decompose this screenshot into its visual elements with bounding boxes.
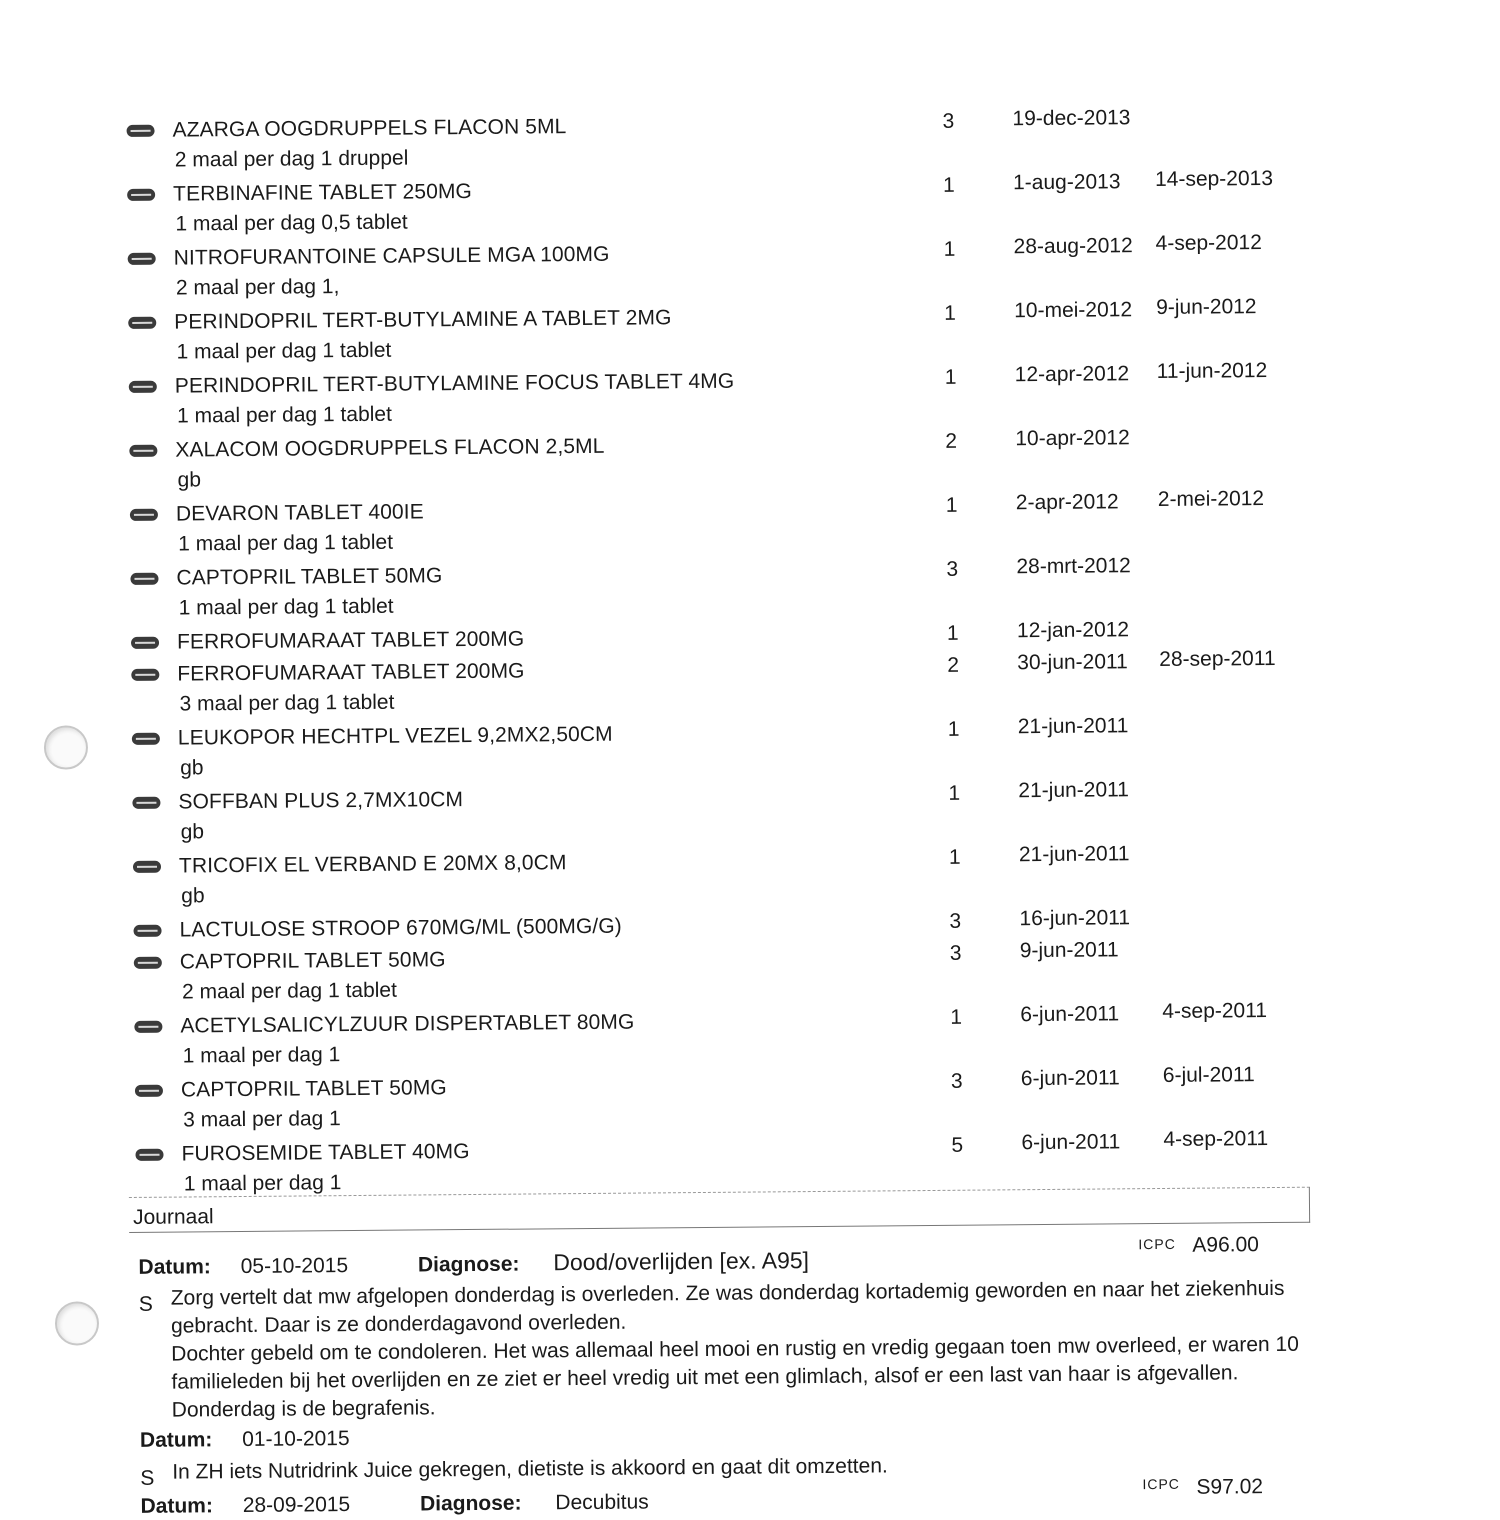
medication-start-date: 1-aug-2013 bbox=[1012, 170, 1121, 195]
pill-icon bbox=[132, 797, 160, 809]
medication-quantity: 1 bbox=[947, 717, 960, 741]
medication-name: FUROSEMIDE TABLET 40MG bbox=[181, 1140, 470, 1166]
s-note-para: Zorg vertelt dat mw afgelopen donderdag is overleden. Ze was donderdag kortademig geworden en naar het ziekenhuis gebracht. Daar is ze donderdagavond overleden. Dochter gebeld om te condoleren. Het was allemaal heel mooi en rustig en vredig gegaan toen mw overleed, er waren 10 familieleden bij het overlijden en ze ziet er heel vredig uit met een glimlach, alsof er een last van haar is afgevallen. Donderdag is de begrafenis. bbox=[170, 1276, 1299, 1422]
medication-entry bbox=[127, 423, 1328, 497]
s-label: S bbox=[138, 1292, 153, 1316]
diagnose-value: Dood/overlijden [ex. A95] bbox=[553, 1247, 810, 1276]
medication-start-date: 21-jun-2011 bbox=[1018, 778, 1129, 803]
entry-header bbox=[140, 1427, 350, 1453]
medication-quantity: 1 bbox=[948, 845, 961, 869]
s-note-text bbox=[171, 1275, 1312, 1425]
medication-dosage: 1 maal per dag 1 bbox=[182, 1043, 341, 1068]
medication-list bbox=[124, 103, 1333, 1201]
medication-name: PERINDOPRIL TERT-BUTYLAMINE A TABLET 2MG bbox=[174, 306, 672, 334]
medication-start-date: 10-apr-2012 bbox=[1015, 426, 1130, 451]
medication-name: LEUKOPOR HECHTPL VEZEL 9,2MX2,50CM bbox=[177, 722, 613, 750]
medication-dosage: gb bbox=[180, 820, 205, 844]
medication-name: TERBINAFINE TABLET 250MG bbox=[173, 179, 473, 206]
medication-quantity: 3 bbox=[949, 909, 962, 933]
pill-icon bbox=[129, 381, 157, 393]
medication-start-date: 12-apr-2012 bbox=[1014, 362, 1130, 387]
s-note-text bbox=[172, 1449, 1312, 1487]
icpc-label: ICPC bbox=[1138, 1235, 1176, 1253]
medication-start-date: 2-apr-2012 bbox=[1015, 490, 1119, 515]
medication-end-date: 4-sep-2011 bbox=[1163, 1127, 1269, 1151]
medication-quantity: 3 bbox=[950, 1069, 963, 1093]
medication-end-date: 2-mei-2012 bbox=[1157, 487, 1265, 511]
pill-icon bbox=[131, 637, 159, 649]
medication-name: LACTULOSE STROOP 670MG/ML (500MG/G) bbox=[179, 914, 622, 942]
medication-start-date: 12-jan-2012 bbox=[1016, 618, 1130, 643]
medication-end-date: 11-jun-2012 bbox=[1156, 359, 1268, 383]
pill-icon bbox=[129, 445, 157, 457]
medication-entry bbox=[128, 487, 1329, 561]
medication-entry bbox=[132, 934, 1333, 1008]
medication-start-date: 28-aug-2012 bbox=[1013, 234, 1133, 259]
medication-quantity: 1 bbox=[950, 1005, 963, 1029]
medication-entry bbox=[130, 775, 1331, 849]
medication-name: XALACOM OOGDRUPPELS FLACON 2,5ML bbox=[175, 434, 605, 462]
medication-entry bbox=[133, 1062, 1334, 1136]
medication-name: SOFFBAN PLUS 2,7MX10CM bbox=[178, 788, 464, 814]
medication-dosage: gb bbox=[181, 884, 205, 908]
punch-hole-bottom bbox=[55, 1301, 99, 1345]
pill-icon bbox=[134, 925, 162, 937]
s-label: S bbox=[140, 1466, 155, 1490]
medication-dosage: 1 maal per dag 1 tablet bbox=[176, 338, 392, 364]
pill-icon bbox=[135, 1085, 163, 1097]
medication-dosage: 1 maal per dag 1 tablet bbox=[176, 402, 392, 428]
medication-name: DEVARON TABLET 400IE bbox=[175, 500, 424, 526]
medication-name: PERINDOPRIL TERT-BUTYLAMINE FOCUS TABLET 4MG bbox=[174, 369, 735, 398]
medication-start-date: 21-jun-2011 bbox=[1017, 714, 1129, 739]
medication-start-date: 6-jun-2011 bbox=[1021, 1130, 1121, 1155]
medication-quantity: 2 bbox=[945, 429, 958, 453]
medication-end-date: 14-sep-2013 bbox=[1154, 166, 1274, 192]
medication-dosage: 1 maal per dag 0,5 tablet bbox=[175, 210, 408, 236]
medication-entry bbox=[132, 998, 1333, 1072]
medication-name: FERROFUMARAAT TABLET 200MG bbox=[177, 659, 525, 686]
medication-name: CAPTOPRIL TABLET 50MG bbox=[180, 1076, 447, 1102]
pill-icon bbox=[131, 669, 159, 681]
entry-header bbox=[140, 1490, 648, 1518]
s-note-para: In ZH iets Nutridrink Juice gekregen, dietiste is akkoord en gaat dit omzetten. bbox=[172, 1454, 888, 1484]
medication-name: CAPTOPRIL TABLET 50MG bbox=[176, 564, 443, 590]
medication-entry bbox=[131, 838, 1332, 912]
pill-icon bbox=[134, 1021, 162, 1033]
medication-quantity: 3 bbox=[942, 109, 955, 133]
pill-icon bbox=[127, 189, 155, 201]
medication-dosage: 1 maal per dag 1 bbox=[183, 1171, 342, 1196]
medication-dosage: 2 maal per dag 1 druppel bbox=[174, 146, 409, 172]
datum-label: Datum: bbox=[139, 1428, 213, 1452]
pill-icon bbox=[127, 125, 155, 137]
medication-dosage: gb bbox=[180, 756, 204, 780]
medication-quantity: 2 bbox=[947, 653, 960, 677]
datum-value: 01-10-2015 bbox=[242, 1427, 350, 1452]
medication-entry bbox=[125, 167, 1326, 241]
medication-quantity: 1 bbox=[948, 781, 961, 805]
pill-icon bbox=[133, 861, 161, 873]
medication-start-date: 30-jun-2011 bbox=[1017, 650, 1128, 675]
pill-icon bbox=[134, 957, 162, 969]
medication-dosage: 2 maal per dag 1 tablet bbox=[181, 978, 397, 1004]
pill-icon bbox=[132, 733, 160, 745]
diagnose-label: Diagnose: bbox=[419, 1491, 522, 1516]
medication-dosage: 1 maal per dag 1 tablet bbox=[178, 530, 394, 556]
punch-hole-top bbox=[44, 725, 88, 769]
medication-name: CAPTOPRIL TABLET 50MG bbox=[179, 948, 446, 974]
medication-entry bbox=[127, 359, 1328, 433]
icpc-code: A96.00 bbox=[1192, 1233, 1260, 1257]
medication-quantity: 1 bbox=[943, 237, 956, 261]
medication-entry bbox=[128, 551, 1329, 625]
datum-value: 05-10-2015 bbox=[240, 1254, 349, 1279]
medication-name: FERROFUMARAAT TABLET 200MG bbox=[176, 627, 525, 654]
medication-start-date: 6-jun-2011 bbox=[1020, 1066, 1120, 1091]
medication-start-date: 16-jun-2011 bbox=[1019, 906, 1131, 931]
medication-end-date: 4-sep-2012 bbox=[1155, 231, 1262, 256]
medication-end-date: 6-jul-2011 bbox=[1162, 1063, 1255, 1087]
medication-quantity: 5 bbox=[951, 1133, 964, 1157]
medication-quantity: 1 bbox=[944, 365, 957, 389]
medication-quantity: 1 bbox=[942, 173, 955, 197]
medication-start-date: 6-jun-2011 bbox=[1020, 1002, 1120, 1027]
medication-dosage: 1 maal per dag 1 tablet bbox=[178, 594, 394, 620]
icpc-code: S97.02 bbox=[1196, 1475, 1264, 1499]
medication-start-date: 9-jun-2011 bbox=[1019, 938, 1119, 963]
medication-start-date: 10-mei-2012 bbox=[1014, 298, 1133, 323]
medication-end-date: 9-jun-2012 bbox=[1156, 295, 1257, 320]
pill-icon bbox=[128, 253, 156, 265]
pill-icon bbox=[130, 573, 158, 585]
datum-label: Datum: bbox=[138, 1255, 211, 1279]
medication-entry bbox=[126, 295, 1327, 369]
medication-entry bbox=[129, 647, 1330, 721]
medication-name: NITROFURANTOINE CAPSULE MGA 100MG bbox=[173, 242, 610, 270]
medication-quantity: 1 bbox=[944, 301, 956, 325]
journal-title: Journaal bbox=[132, 1205, 214, 1229]
diagnose-label: Diagnose: bbox=[417, 1252, 520, 1277]
pill-icon bbox=[128, 317, 156, 329]
medication-quantity: 3 bbox=[946, 557, 959, 581]
medication-entry bbox=[124, 103, 1325, 177]
datum-value: 28-09-2015 bbox=[242, 1493, 351, 1518]
medication-start-date: 19-dec-2013 bbox=[1012, 106, 1131, 131]
medication-quantity: 1 bbox=[946, 621, 959, 645]
medication-entry bbox=[130, 711, 1331, 785]
pill-icon bbox=[135, 1149, 163, 1161]
medication-end-date: 4-sep-2011 bbox=[1162, 999, 1268, 1023]
medication-dosage: 2 maal per dag 1, bbox=[175, 275, 340, 300]
medication-dosage: 3 maal per dag 1 tablet bbox=[179, 690, 395, 716]
medication-quantity: 1 bbox=[945, 493, 958, 517]
medication-dosage: 3 maal per dag 1 bbox=[183, 1107, 341, 1132]
medication-end-date: 28-sep-2011 bbox=[1159, 646, 1276, 671]
datum-label: Datum: bbox=[140, 1494, 214, 1518]
medication-entry bbox=[126, 231, 1327, 305]
medication-name: TRICOFIX EL VERBAND E 20MX 8,0CM bbox=[178, 851, 567, 878]
medication-name: AZARGA OOGDRUPPELS FLACON 5ML bbox=[172, 115, 567, 142]
icpc-label: ICPC bbox=[1142, 1475, 1180, 1493]
medication-start-date: 28-mrt-2012 bbox=[1016, 554, 1131, 579]
medication-dosage: gb bbox=[177, 468, 202, 492]
entry-header bbox=[138, 1247, 809, 1280]
medication-quantity: 3 bbox=[949, 941, 962, 965]
medication-name: ACETYLSALICYLZUUR DISPERTABLET 80MG bbox=[180, 1010, 635, 1038]
medication-start-date: 21-jun-2011 bbox=[1018, 842, 1130, 867]
diagnose-value: Decubitus bbox=[555, 1490, 649, 1515]
pill-icon bbox=[130, 509, 158, 521]
